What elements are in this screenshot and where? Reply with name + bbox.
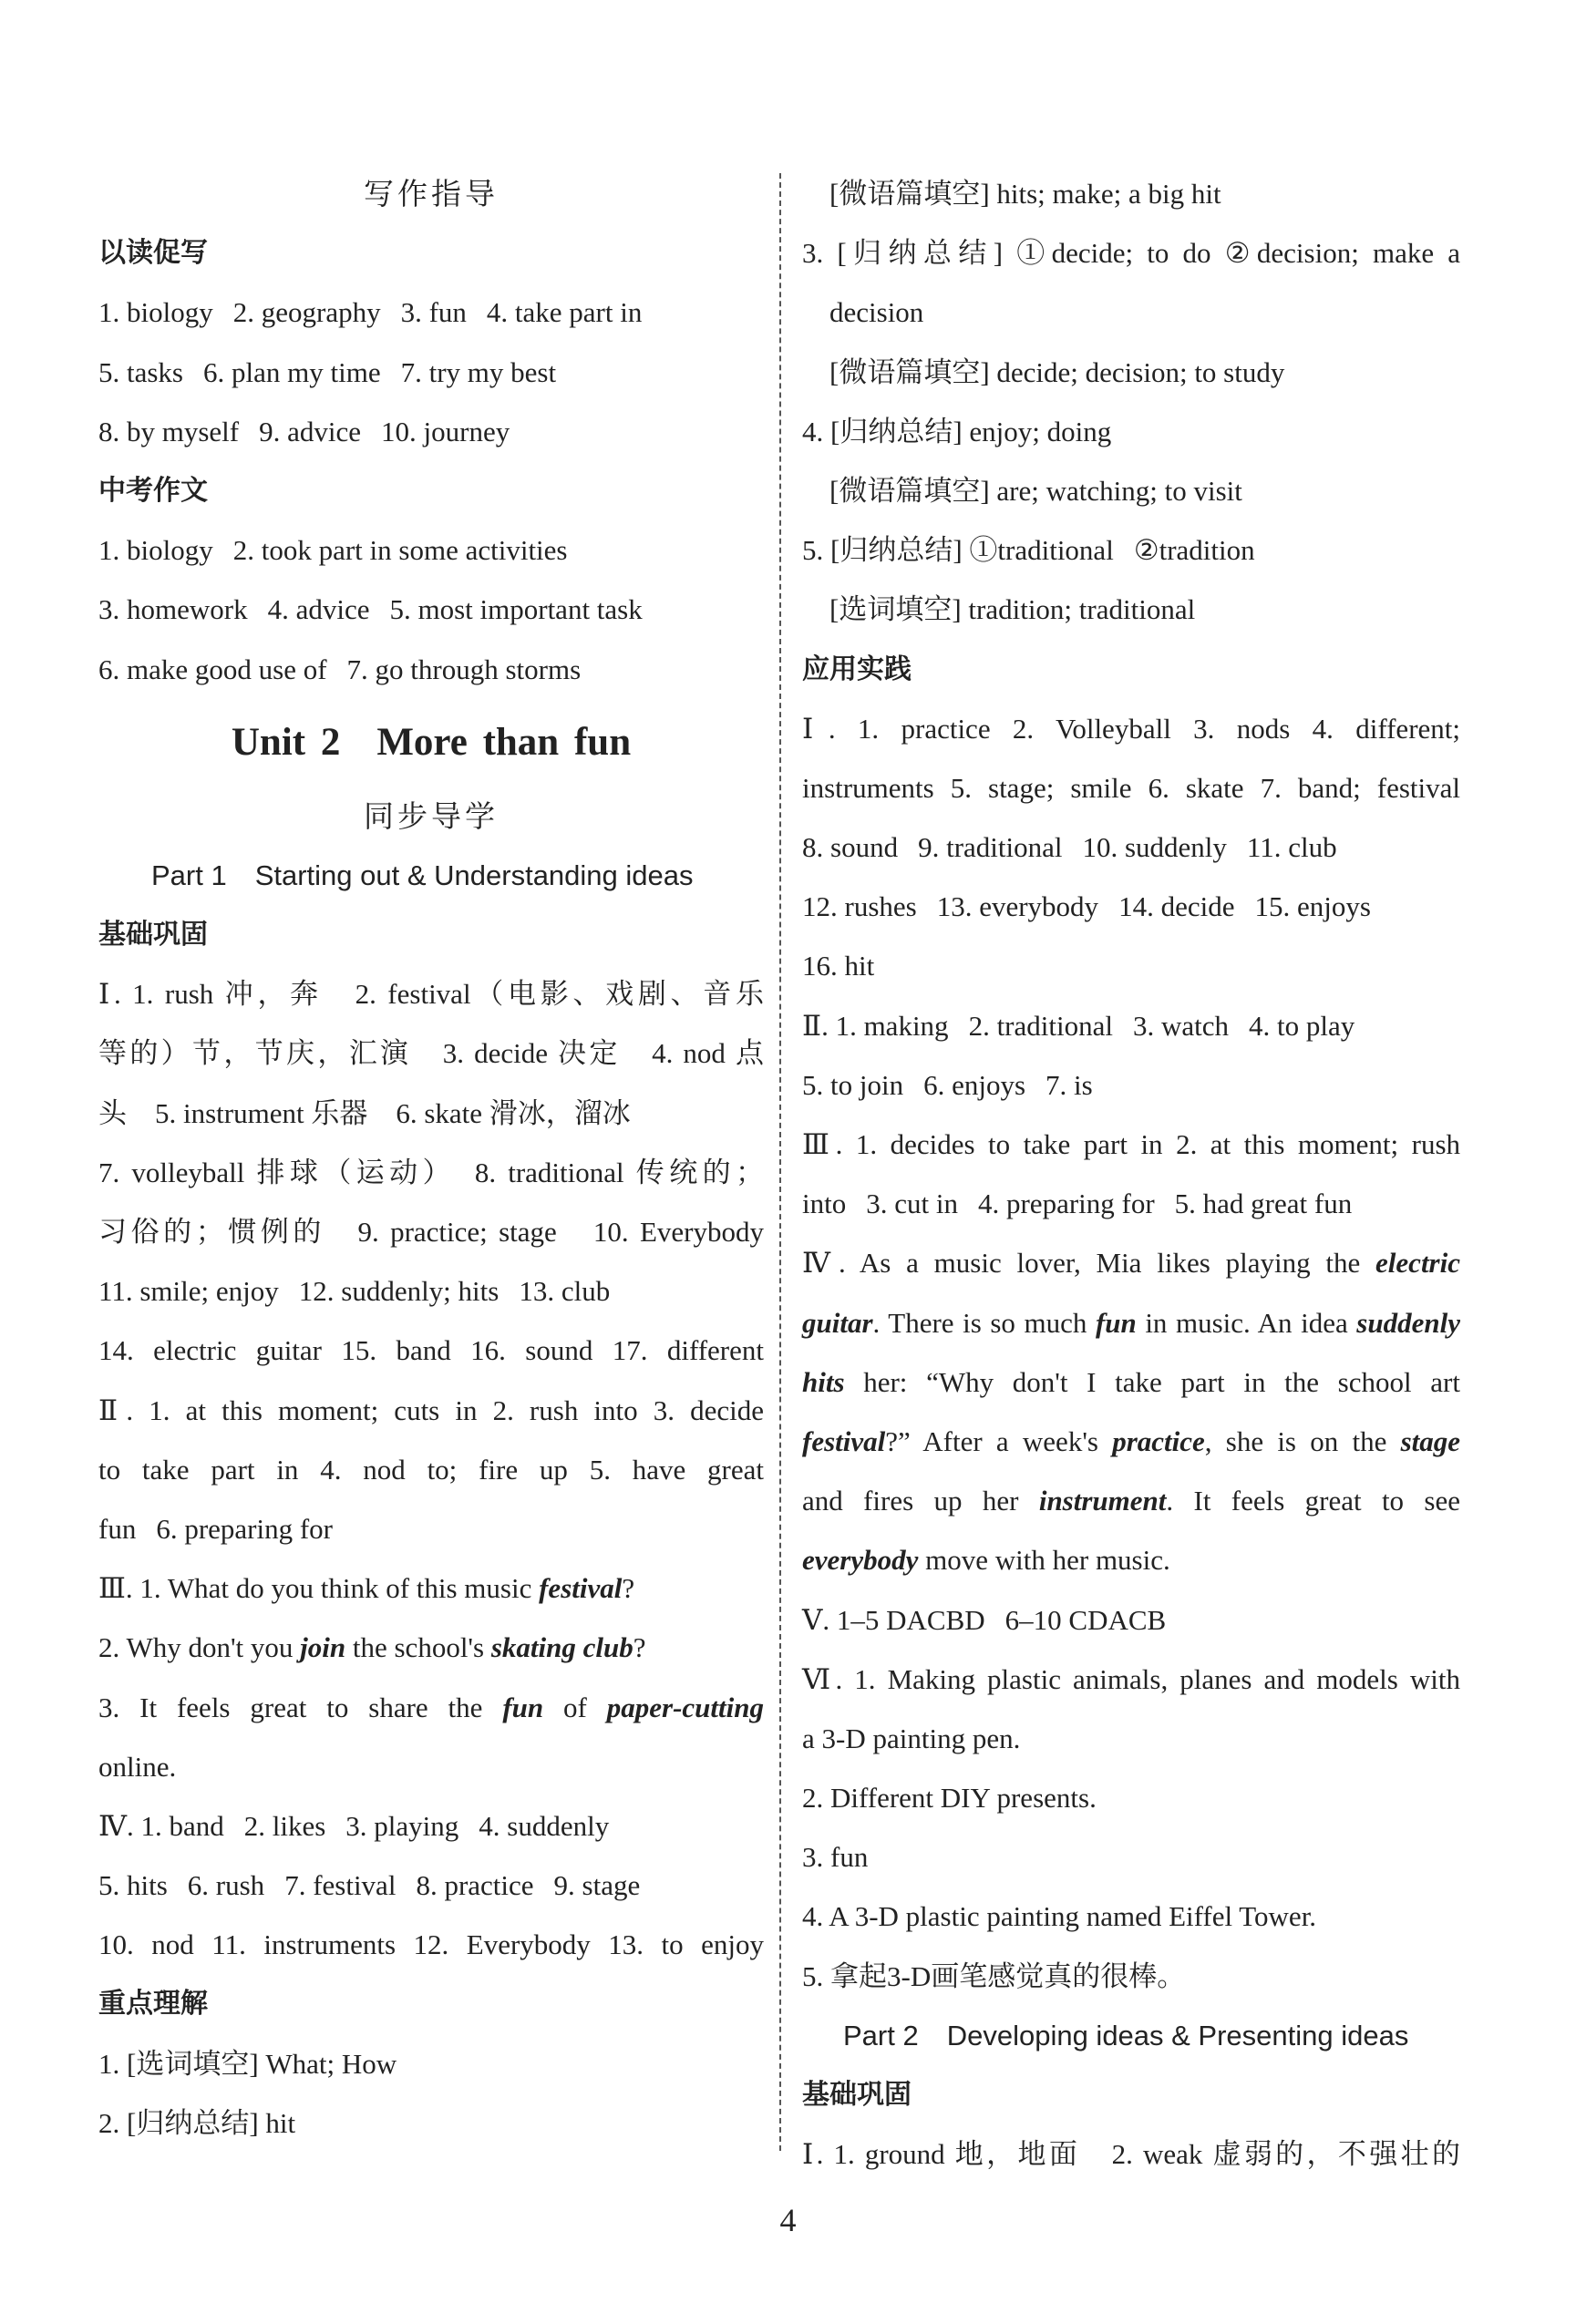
- right-column: [802, 164, 1460, 2184]
- section-heading: 中考作文: [98, 474, 208, 507]
- answer-line: 3. It feels great to share the fun of paper-cutting: [98, 1691, 764, 1723]
- answer-line: 2. Different DIY presents.: [802, 1782, 1097, 1815]
- writing-guide-title: 写作指导: [364, 176, 499, 211]
- answer-line: 8. by myself 9. advice 10. journey: [98, 415, 510, 447]
- answer-line: Ⅴ. 1–5 DACBD 6–10 CDACB: [802, 1603, 1167, 1636]
- answer-line: 14. electric guitar 15. band 16. sound 17. different: [98, 1334, 764, 1367]
- answer-line: 16. hit: [802, 950, 875, 982]
- answer-line: 6. make good use of 7. go through storms: [98, 653, 582, 685]
- answer-line: 3. homework 4. advice 5. most important task: [98, 593, 643, 626]
- answer-line: 1. [选词填空] What; How: [98, 2047, 397, 2080]
- column-divider: [779, 173, 781, 2151]
- answer-line: instruments 5. stage; smile 6. skate 7. band; festival: [802, 771, 1461, 804]
- answer-line: Ⅰ. 1. ground 地，地面 2. weak 虚弱的，不强壮的: [802, 2138, 1460, 2171]
- answer-line: Ⅳ. As a music lover, Mia likes playing the electric: [802, 1247, 1460, 1280]
- unit-title: Unit 2 More than fun: [231, 720, 632, 764]
- answer-line: Ⅲ. 1. What do you think of this music festival?: [98, 1572, 635, 1605]
- answer-line: 11. smile; enjoy 12. suddenly; hits 13. club: [98, 1275, 611, 1308]
- answer-line: 3. [归纳总结] ①decide; to do ②decision; make a: [802, 237, 1460, 270]
- answer-line: 5. [归纳总结] ①traditional ②tradition: [802, 534, 1255, 567]
- answer-line: Ⅱ. 1. making 2. traditional 3. watch 4. to play: [802, 1009, 1355, 1042]
- answer-line: 1. biology 2. geography 3. fun 4. take part in: [98, 296, 643, 329]
- answer-line: 7. volleyball 排球（运动） 8. traditional 传统的；: [98, 1156, 764, 1188]
- answer-line: 4. [归纳总结] enjoy; doing: [802, 415, 1112, 447]
- answer-line: 12. rushes 13. everybody 14. decide 15. enjoys: [802, 890, 1371, 923]
- answer-line: fun 6. preparing for: [98, 1512, 334, 1545]
- answer-line: [微语篇填空] hits; make; a big hit: [829, 178, 1221, 210]
- answer-line: [微语篇填空] are; watching; to visit: [829, 474, 1242, 507]
- answer-line: 1. biology 2. took part in some activities: [98, 534, 568, 567]
- answer-line: Ⅵ. 1. Making plastic animals, planes and models with: [802, 1662, 1460, 1695]
- answer-line: into 3. cut in 4. preparing for 5. had great fun: [802, 1188, 1353, 1220]
- answer-line: 5. 拿起3-D画笔感觉真的很棒。: [802, 1959, 1186, 1992]
- answer-line: Ⅰ. 1. rush 冲，奔 2. festival（电影、戏剧、音乐: [98, 978, 764, 1011]
- answer-line: and fires up her instrument. It feels great to see: [802, 1485, 1460, 1517]
- answer-line: 4. A 3-D plastic painting named Eiffel Tower.: [802, 1900, 1317, 1933]
- answer-line: 5. hits 6. rush 7. festival 8. practice 9. stage: [98, 1869, 641, 1902]
- part-heading: Part 2 Developing ideas & Presenting ideas: [843, 2019, 1409, 2051]
- sync-guide-title: 同步导学: [364, 797, 499, 834]
- answer-line: 2. [归纳总结] hit: [98, 2106, 296, 2139]
- answer-line: Ⅳ. 1. band 2. likes 3. playing 4. suddenly: [98, 1809, 610, 1842]
- answer-line: to take part in 4. nod to; fire up 5. have great: [98, 1453, 765, 1486]
- answer-line: Ⅰ. 1. practice 2. Volleyball 3. nods 4. different;: [802, 712, 1461, 745]
- answer-line: Ⅲ. 1. decides to take part in 2. at this moment; rush: [802, 1128, 1461, 1160]
- page-number: 4: [779, 2202, 797, 2238]
- answer-line: festival?” After a week's practice, she is on the stage: [802, 1424, 1460, 1457]
- section-heading: 应用实践: [802, 653, 912, 685]
- answer-line: Ⅱ. 1. at this moment; cuts in 2. rush into 3. decide: [98, 1393, 765, 1426]
- answer-line: guitar. There is so much fun in music. An idea suddenly: [802, 1306, 1460, 1339]
- left-column: [98, 164, 764, 2153]
- answer-line: 10. nod 11. instruments 12. Everybody 13. to enjoy: [98, 1928, 765, 1961]
- answer-line: [微语篇填空] decide; decision; to study: [829, 355, 1285, 388]
- answer-line: 习俗的；惯例的 9. practice; stage 10. Everybody: [98, 1216, 764, 1248]
- answer-line: decision: [829, 296, 924, 329]
- answer-line: 3. fun: [802, 1841, 869, 1874]
- answer-line: online.: [98, 1750, 177, 1783]
- answer-line: 2. Why don't you join the school's skating club?: [98, 1631, 646, 1664]
- answer-line: 8. sound 9. traditional 10. suddenly 11. club: [802, 831, 1337, 864]
- answer-line: hits her: “Why don't I take part in the school art: [802, 1365, 1460, 1398]
- answer-line: 头 5. instrument 乐器 6. skate 滑冰，溜冰: [98, 1096, 631, 1129]
- section-heading: 基础巩固: [802, 2079, 912, 2111]
- section-heading: 重点理解: [98, 1988, 208, 2021]
- part-heading: Part 1 Starting out & Understanding ideas: [151, 859, 694, 891]
- answer-line: a 3-D painting pen.: [802, 1722, 1021, 1754]
- answer-line: 等的）节，节庆，汇演 3. decide 决定 4. nod 点: [98, 1037, 764, 1070]
- answer-line: [选词填空] tradition; traditional: [829, 593, 1196, 626]
- section-heading: 以读促写: [98, 237, 208, 270]
- answer-line: everybody move with her music.: [802, 1544, 1170, 1577]
- section-heading: 基础巩固: [98, 919, 208, 951]
- answer-line: 5. to join 6. enjoys 7. is: [802, 1068, 1093, 1101]
- answer-line: 5. tasks 6. plan my time 7. try my best: [98, 355, 557, 388]
